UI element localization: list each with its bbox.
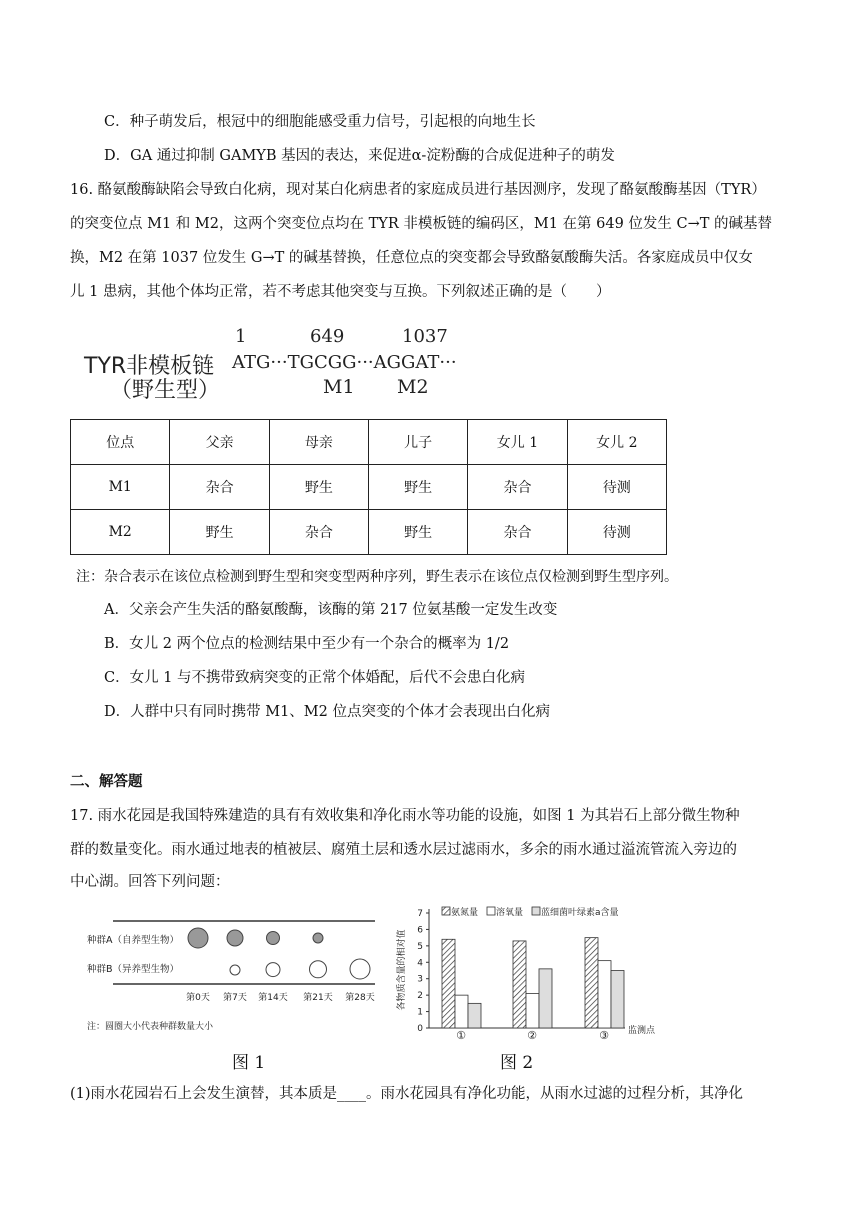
q16-stem-line-1: 16. 酪氨酸酶缺陷会导致白化病，现对某白化病患者的家庭成员进行基因测序，发现了酪氨酸酶基因（TYR） — [70, 182, 766, 198]
q16-option-a: A．父亲会产生失活的酪氨酸酶，该酶的第 217 位氨基酸一定发生改变 — [104, 602, 558, 618]
population-b-circles — [230, 959, 370, 979]
figure-2-bar-chart — [392, 898, 672, 1048]
q15-option-c: C．种子萌发后，根冠中的细胞能感受重力信号，引起根的向地生长 — [104, 114, 536, 130]
q17-stem-line-3: 中心湖。回答下列问题： — [70, 874, 230, 890]
population-a-circles — [188, 928, 323, 948]
figure-1-note: 注：圆圈大小代表种群数量大小 — [87, 1022, 214, 1032]
legend-label: 氨氮量 — [451, 908, 479, 918]
table-row — [71, 465, 667, 510]
population-b-circle — [350, 959, 370, 979]
table-header-cell: 母亲 — [269, 420, 368, 465]
q16-option-b: B．女儿 2 两个位点的检测结果中至少有一个杂合的概率为 1/2 — [104, 636, 510, 652]
x-axis-label: 监测点 — [628, 1026, 656, 1036]
legend-swatch-oxygen — [487, 907, 495, 915]
day-label: 第21天 — [303, 993, 333, 1003]
tyr-strand-label: TYR非模板链 — [84, 354, 215, 379]
day-label: 第28天 — [345, 993, 375, 1003]
x-tick-label: ② — [527, 1029, 537, 1042]
table-cell: 野生 — [269, 465, 368, 510]
population-b-circle — [230, 965, 240, 975]
population-a-circle — [313, 933, 323, 943]
figure-1-population-diagram — [80, 905, 380, 1040]
x-tick-label: ③ — [599, 1029, 609, 1042]
bar — [526, 994, 539, 1029]
position-1037-label: 1037 — [402, 326, 448, 347]
table-header-cell: 父亲 — [170, 420, 269, 465]
bar — [585, 938, 598, 1028]
table-cell: M1 — [71, 465, 170, 510]
figure-1-caption: 图 1 — [232, 1053, 266, 1073]
population-a-circle — [227, 930, 243, 946]
legend — [442, 906, 619, 918]
day-label: 第0天 — [186, 993, 210, 1003]
bar — [598, 961, 611, 1028]
population-a-label: 种群A（自养型生物） — [87, 935, 179, 946]
table-header-row — [71, 420, 667, 465]
y-tick-label: 1 — [417, 1007, 423, 1018]
day-label: 第14天 — [258, 993, 288, 1003]
bar — [455, 995, 468, 1028]
q16-stem-line-3: 换，M2 在第 1037 位发生 G→T 的碱基替换，任意位点的突变都会导致酪氨酸酶失活。各家庭成员中仅女 — [70, 250, 753, 266]
y-tick-label: 6 — [417, 925, 423, 936]
table-cell: 杂合 — [468, 465, 567, 510]
y-tick-label: 5 — [417, 941, 423, 952]
bars — [442, 938, 624, 1028]
table-header-cell: 位点 — [71, 420, 170, 465]
population-a-circle — [188, 928, 208, 948]
population-b-circle — [310, 961, 327, 978]
bar — [611, 971, 624, 1029]
q16-option-d: D．人群中只有同时携带 M1、M2 位点突变的个体才会表现出白化病 — [104, 704, 550, 720]
y-tick-label: 2 — [417, 991, 423, 1002]
position-649-label: 649 — [310, 326, 345, 347]
population-b-label: 种群B（异养型生物） — [87, 964, 180, 975]
genotype-table — [70, 419, 667, 555]
position-1-label: 1 — [235, 326, 247, 347]
table-cell: M2 — [71, 510, 170, 555]
legend-swatch-ammonia — [442, 907, 450, 915]
table-cell: 野生 — [369, 465, 468, 510]
m1-label: M1 — [323, 376, 355, 398]
table-cell: 杂合 — [170, 465, 269, 510]
q16-stem-line-2: 的突变位点 M1 和 M2，这两个突变位点均在 TYR 非模板链的编码区，M1 在第 649 位发生 C→T 的碱基替 — [70, 216, 773, 232]
y-axis-label: 各物质含量的相对值 — [397, 929, 407, 1011]
population-a-circle — [267, 932, 280, 945]
wildtype-sequence: ATG···TGCGG···AGGAT··· — [232, 352, 457, 373]
table-header-cell: 女儿 2 — [567, 420, 666, 465]
y-tick-label: 0 — [417, 1024, 423, 1034]
legend-label: 蓝细菌叶绿素a含量 — [541, 908, 619, 918]
bar — [442, 939, 455, 1028]
table-cell: 野生 — [369, 510, 468, 555]
legend-label: 溶氧量 — [496, 908, 524, 918]
q15-option-d: D．GA 通过抑制 GAMYB 基因的表达，来促进α-淀粉酶的合成促进种子的萌发 — [104, 148, 615, 164]
section-heading: 二、解答题 — [70, 774, 143, 790]
bar — [513, 941, 526, 1028]
table-cell: 待测 — [567, 465, 666, 510]
m2-label: M2 — [397, 376, 429, 398]
wildtype-label: （野生型） — [110, 378, 221, 403]
table-row — [71, 510, 667, 555]
y-tick-label: 3 — [417, 974, 423, 985]
x-tick-labels — [456, 1029, 609, 1042]
bar — [539, 969, 552, 1028]
legend-swatch-chlorophyll — [532, 907, 540, 915]
q16-stem-line-4: 儿 1 患病，其他个体均正常，若不考虑其他突变与互换。下列叙述正确的是（ ） — [70, 284, 611, 300]
table-header-cell: 儿子 — [369, 420, 468, 465]
bar — [468, 1003, 481, 1028]
q16-option-c: C．女儿 1 与不携带致病突变的正常个体婚配，后代不会患白化病 — [104, 670, 526, 686]
q17-stem-line-1: 17. 雨水花园是我国特殊建造的具有有效收集和净化雨水等功能的设施，如图 1 为其岩石上部分微生物种 — [70, 808, 740, 824]
table-header-cell: 女儿 1 — [468, 420, 567, 465]
table-cell: 杂合 — [468, 510, 567, 555]
x-tick-label: ① — [456, 1029, 466, 1042]
table-cell: 野生 — [170, 510, 269, 555]
table-cell: 待测 — [567, 510, 666, 555]
table-note: 注：杂合表示在该位点检测到野生型和突变型两种序列，野生表示在该位点仅检测到野生型序列。 — [76, 569, 678, 585]
q17-stem-line-2: 群的数量变化。雨水通过地表的植被层、腐殖土层和透水层过滤雨水，多余的雨水通过溢流管流入旁边的 — [70, 842, 737, 858]
q17-subquestion-1: (1)雨水花园岩石上会发生演替，其本质是____。雨水花园具有净化功能，从雨水过滤的过程分析，其净化 — [70, 1086, 744, 1102]
y-tick-label: 7 — [417, 909, 423, 919]
figure-2-caption: 图 2 — [500, 1053, 534, 1073]
population-b-circle — [266, 963, 280, 977]
y-tick-label: 4 — [417, 958, 423, 969]
table-cell: 杂合 — [269, 510, 368, 555]
day-label: 第7天 — [223, 993, 247, 1003]
